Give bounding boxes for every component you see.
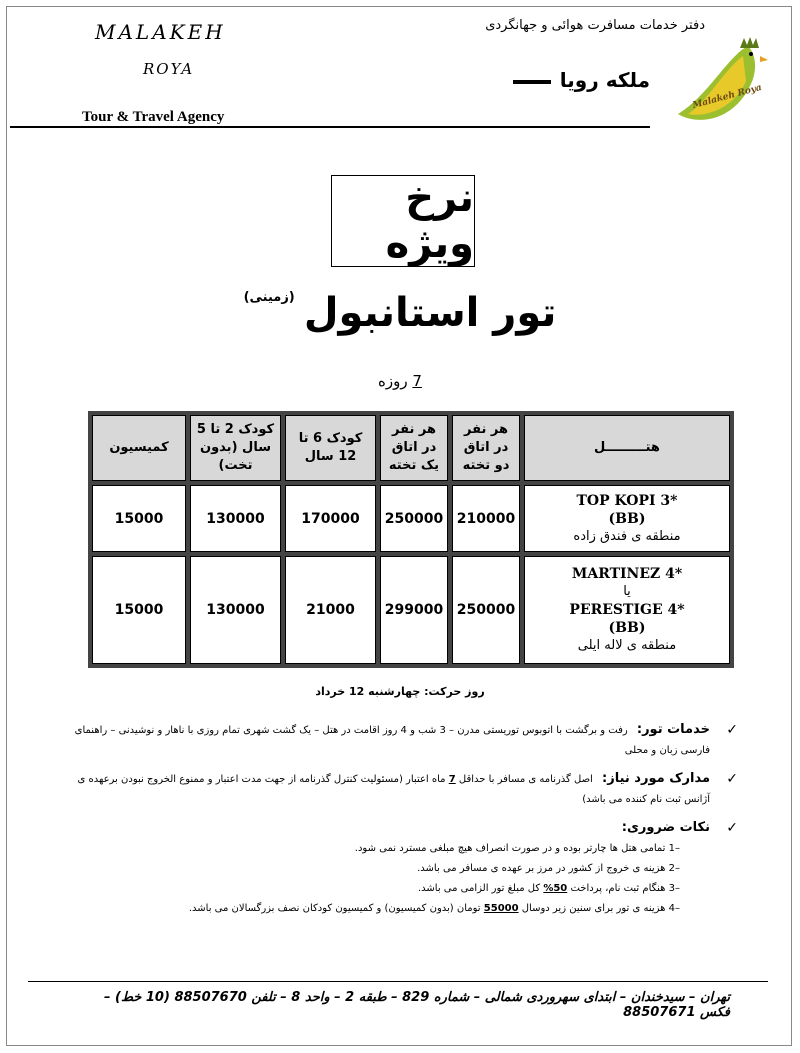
- price-child-6-12: 170000: [285, 485, 376, 552]
- hotel-area: منطقه ی لاله ایلی: [577, 638, 677, 654]
- documents-text-after: ماه اعتبار (مسئولیت کنترل گذرنامه از جهت مدت اعتبار و ممنوع الخروج نبودن برعهده ی آژانس ثبت نام کننده می باشد): [77, 774, 710, 805]
- note-text: –4 هزینه ی تور برای سنین زیر دوسال: [521, 903, 680, 914]
- checkmark-icon: ✓: [726, 771, 738, 787]
- brand-name-en-2: ROYA: [143, 60, 195, 78]
- brand-fa-text: ملکه رویا: [559, 68, 650, 92]
- important-notes-section: [70, 818, 738, 919]
- price-single: 299000: [380, 556, 448, 664]
- table-row: [92, 556, 730, 664]
- duration-days: 7: [412, 372, 422, 390]
- commission: 15000: [92, 485, 186, 552]
- col-child-6-12: کودک 6 تا 12 سال: [285, 415, 376, 481]
- price-double: 210000: [452, 485, 520, 552]
- list-item: [70, 879, 680, 899]
- services-section: [70, 720, 738, 761]
- agency-label: Tour & Travel Agency: [82, 109, 225, 125]
- price-single: 250000: [380, 485, 448, 552]
- duration-unit: روزه: [378, 372, 408, 390]
- hotel-cell: [524, 556, 730, 664]
- header-divider: [10, 126, 650, 128]
- office-label-fa: دفتر خدمات مسافرت هوائی و جهانگردی: [485, 18, 705, 33]
- documents-text-before: اصل گذرنامه ی مسافر با حداقل: [458, 774, 593, 785]
- tour-title: [0, 290, 800, 336]
- notes-list: [70, 839, 680, 919]
- price-child-2-5: 130000: [190, 485, 281, 552]
- hotel-board: (BB): [608, 510, 646, 527]
- commission: 15000: [92, 556, 186, 664]
- services-heading: خدمات تور:: [636, 722, 710, 737]
- col-hotel: هتـــــــــل: [524, 415, 730, 481]
- table-row: [92, 485, 730, 552]
- hotel-name: TOP KOPI 3*: [576, 492, 678, 509]
- documents-months: 7: [448, 774, 456, 785]
- brand-underline-bar: [513, 80, 551, 84]
- logo-text: Malakeh Roya: [691, 82, 763, 111]
- tour-notes: [70, 720, 738, 927]
- note-highlight: 55000: [483, 903, 519, 914]
- footer-address: تهران – سیدخندان – ابتدای سهروردی شمالی – شماره 829 – طبقه 2 – واحد 8 – تلفن 88507670 (10 خط) – فکس 88507671: [104, 990, 730, 1020]
- note-text: تومان (بدون کمیسیون) و کمیسیون کودکان نصف بزرگسالان می باشد.: [188, 903, 481, 914]
- hotel-area: منطقه ی فندق زاده: [573, 528, 681, 544]
- price-table: [88, 411, 734, 668]
- price-child-2-5: 130000: [190, 556, 281, 664]
- col-single: هر نفر در اتاق یک تخته: [380, 415, 448, 481]
- checkmark-icon: ✓: [726, 820, 738, 836]
- notes-heading: نکات ضروری:: [621, 820, 710, 835]
- hotel-name-alt: PERESTIGE 4*: [569, 602, 685, 619]
- brand-name-en: MALAKEH: [95, 20, 226, 44]
- price-double: 250000: [452, 556, 520, 664]
- col-commission: کمیسیون: [92, 415, 186, 481]
- price-child-6-12: 21000: [285, 556, 376, 664]
- hotel-or: یا: [623, 584, 631, 600]
- hotel-board: (BB): [608, 620, 646, 637]
- tour-duration: [0, 372, 800, 390]
- note-highlight: 50%: [543, 883, 568, 894]
- note-text: کل مبلغ تور الزامی می باشد.: [417, 883, 541, 894]
- bird-logo-icon: [648, 26, 768, 131]
- table-header-row: [92, 415, 730, 481]
- brand-name-fa: [511, 68, 650, 92]
- list-item: –1 تمامی هتل ها چارتر بوده و در صورت انصراف هیچ مبلغی مسترد نمی شود.: [354, 843, 680, 854]
- note-text: –3 هنگام ثبت نام، پرداخت: [570, 883, 680, 894]
- tour-type: (زمینی): [243, 290, 295, 305]
- footer-divider: [28, 981, 768, 982]
- documents-heading: مدارک مورد نیاز:: [602, 771, 710, 786]
- list-item: –2 هزینه ی خروج از کشور در مرز بر عهده ی مسافر می باشد.: [417, 863, 680, 874]
- list-item: [70, 899, 680, 919]
- hotel-name: MARTINEZ 4*: [571, 566, 683, 583]
- departure-date: روز حرکت: چهارشنبه 12 خرداد: [315, 685, 485, 698]
- services-text: رفت و برگشت با اتوبوس توریستی مدرن – 3 شب و 4 روز اقامت در هتل – یک گشت شهری تمام روزی با ناهار و نوشیدنی – راهنمای فارسی زبان و محلی: [74, 725, 710, 756]
- col-double: هر نفر در اتاق دو تخته: [452, 415, 520, 481]
- tour-name: تور استانبول: [303, 290, 557, 336]
- hotel-cell: [524, 485, 730, 552]
- checkmark-icon: ✓: [726, 722, 738, 738]
- documents-section: [70, 769, 738, 810]
- special-price-title: نرخ ویژه: [331, 175, 475, 267]
- col-child-2-5: کودک 2 تا 5 سال (بدون تخت): [190, 415, 281, 481]
